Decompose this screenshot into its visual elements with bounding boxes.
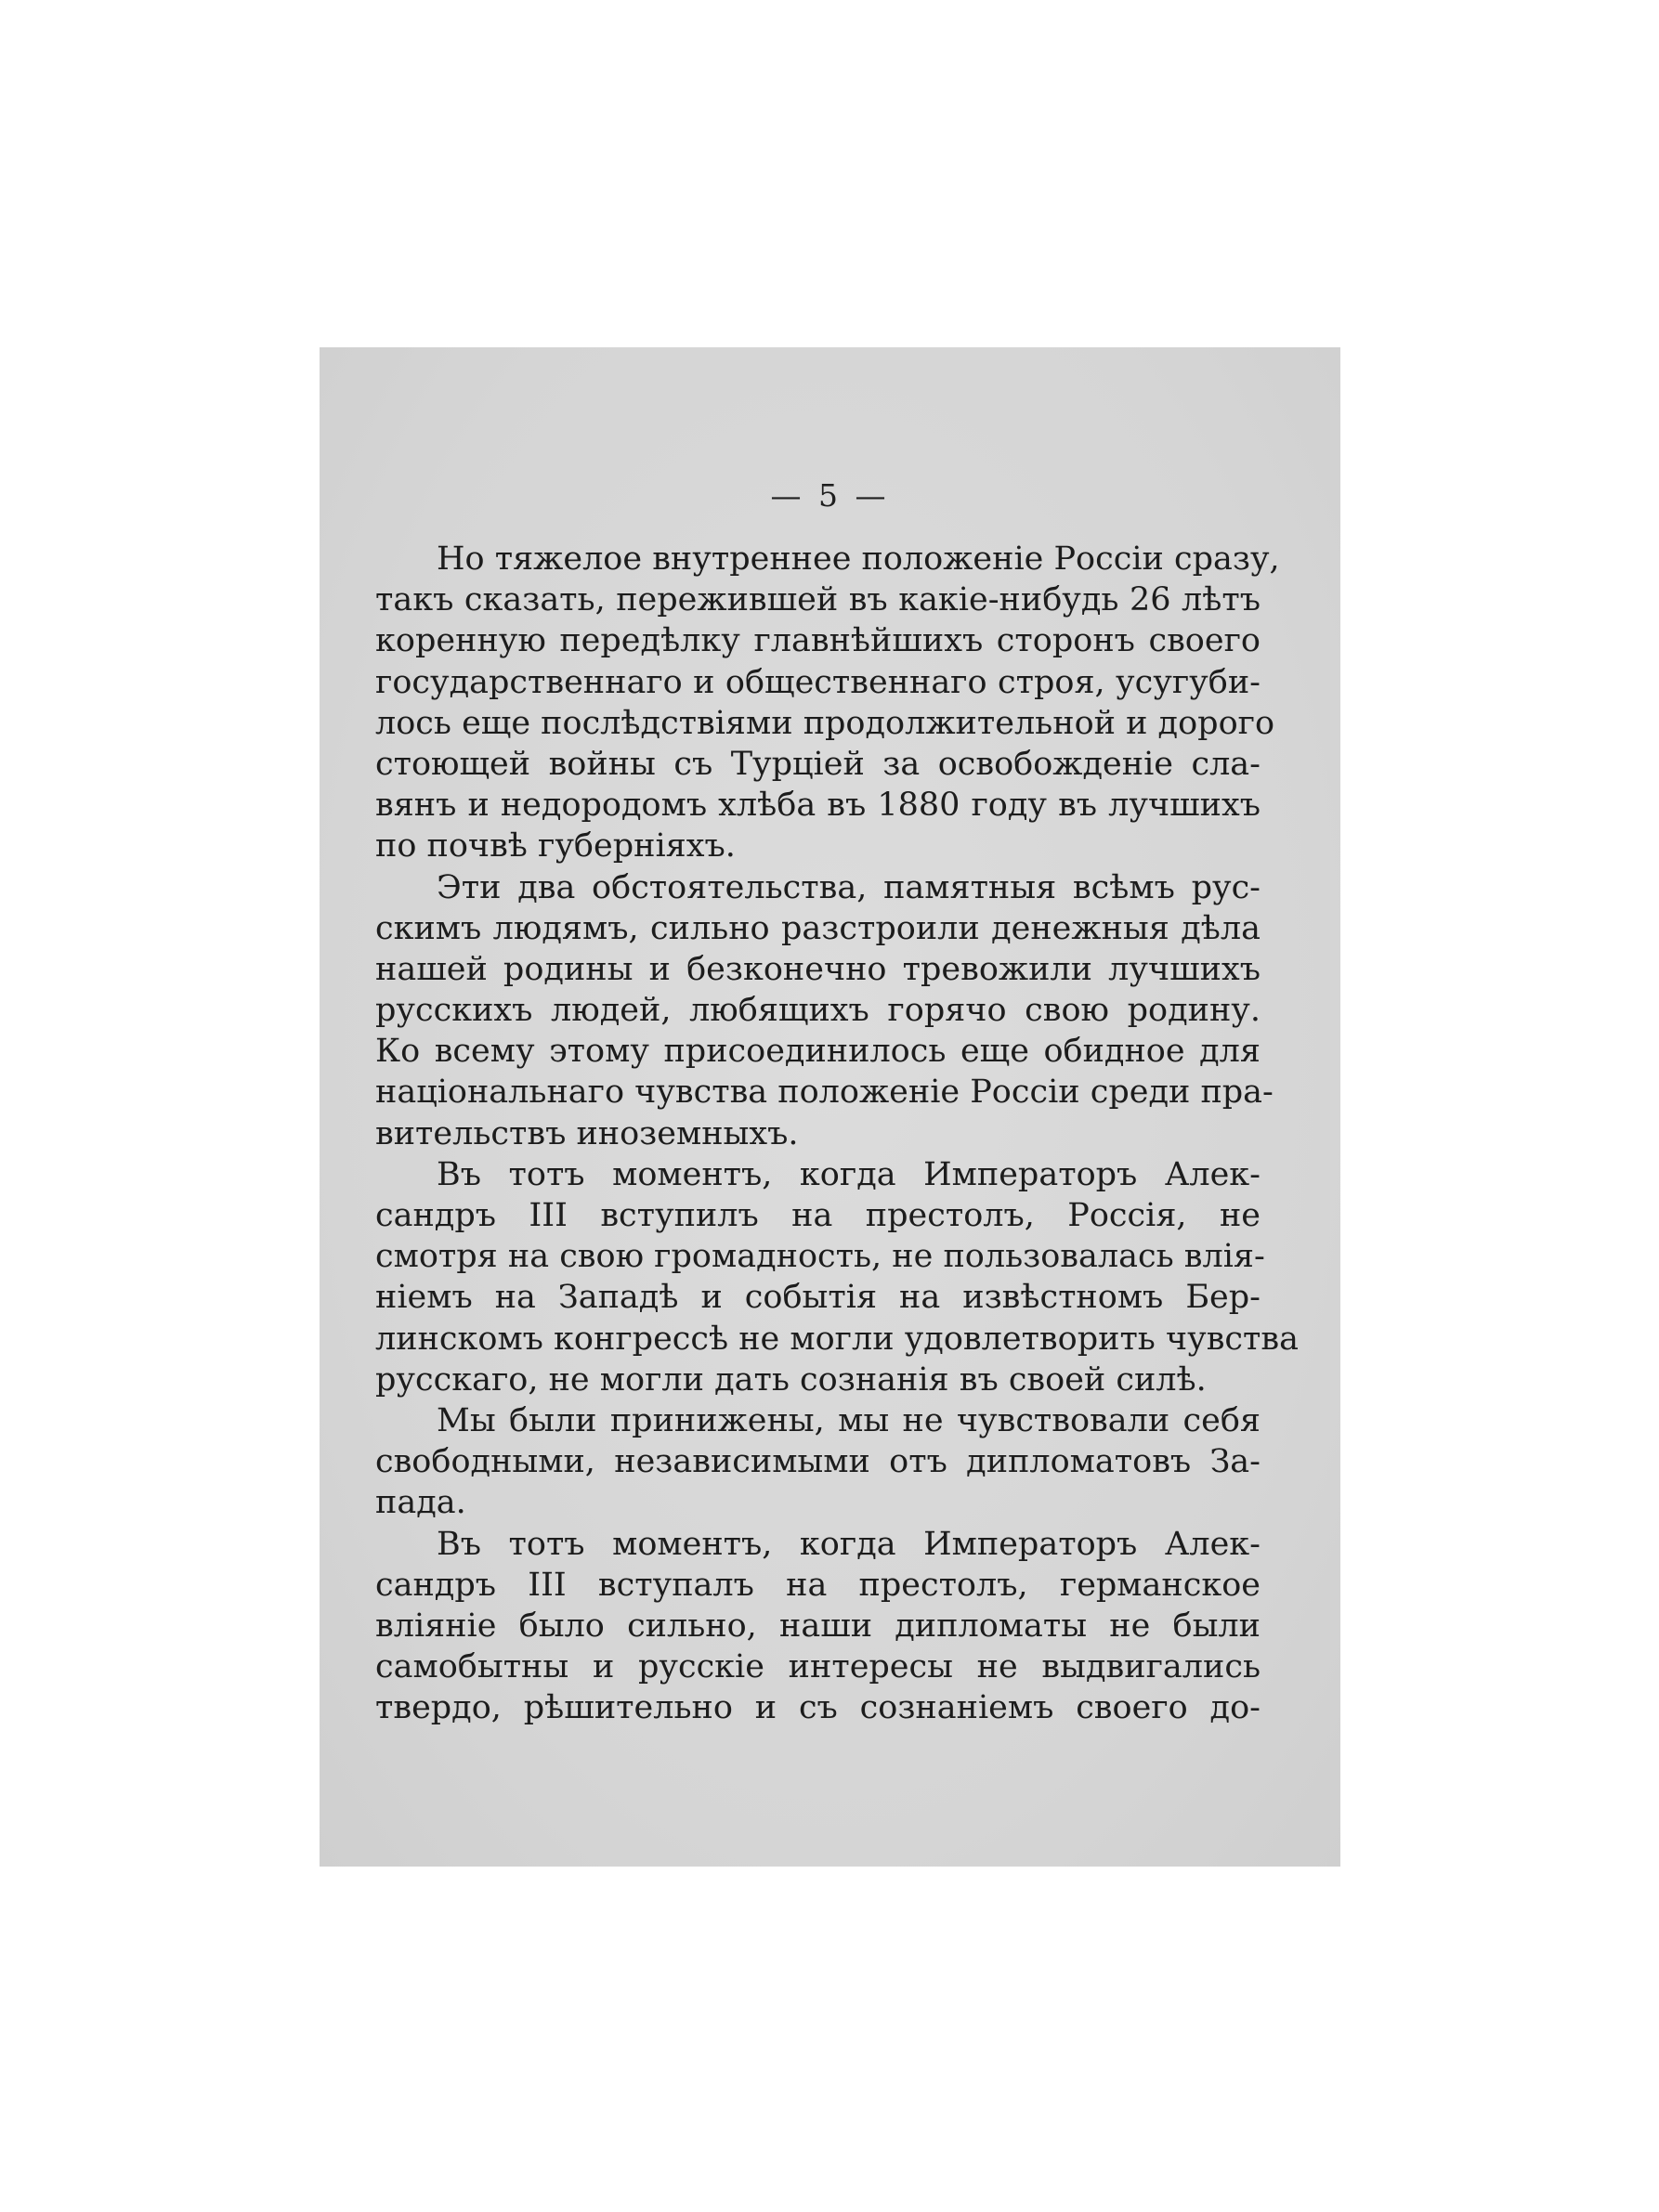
text-line: коренную передѣлку главнѣйшихъ сторонъ своего [375, 622, 1261, 660]
text-line: Но тяжелое внутреннее положенiе Россiи сразу, [437, 540, 1280, 578]
text-line: лось еще послѣдствiями продолжительной и дорого [375, 704, 1275, 742]
text-line: нашей родины и безконечно тревожили лучшихъ [375, 950, 1261, 988]
text-line: нацiональнаго чувства положенiе Россiи среди пра- [375, 1073, 1274, 1112]
page-number: — 5 — [770, 477, 890, 514]
text-line: скимъ людямъ, сильно разстроили денежныя дѣла [375, 909, 1261, 947]
text-line: стоющей войны съ Турцiей за освобожденiе сла- [375, 745, 1261, 783]
text-line: Эти два обстоятельства, памятныя всѣмъ рус- [437, 868, 1261, 906]
text-line: нiемъ на Западѣ и событiя на извѣстномъ Бер- [375, 1279, 1261, 1317]
text-line: по почвѣ губернiяхъ. [375, 827, 736, 865]
text-line: линскомъ конгрессѣ не могли удовлетворить чувства [375, 1320, 1299, 1358]
text-line: такъ сказать, пережившей въ какiе-нибудь 26 лѣтъ [375, 581, 1261, 619]
text-line: влiянiе было сильно, наши дипломаты не были [375, 1607, 1261, 1645]
text-line: сандръ III вступилъ на престолъ, Россiя, не [375, 1197, 1261, 1234]
text-line: вительствъ иноземныхъ. [375, 1114, 799, 1152]
text-line: самобытны и русскiе интересы не выдвигались [375, 1648, 1261, 1686]
text-line: Въ тотъ моментъ, когда Императоръ Алек- [437, 1155, 1261, 1193]
text-line: свободными, независимыми отъ дипломатовъ За- [375, 1443, 1261, 1481]
text-line: русскихъ людей, любящихъ горячо свою родину. [375, 992, 1261, 1030]
body-text [375, 539, 1299, 1728]
text-line: русскаго, не могли дать сознанiя въ своей силѣ. [375, 1360, 1207, 1399]
text-line: сандръ III вступалъ на престолъ, германское [375, 1566, 1261, 1604]
text-line: пада. [375, 1484, 466, 1522]
text-line: твердо, рѣшительно и съ сознанiемъ своего до- [375, 1689, 1261, 1727]
text-line: Мы были принижены, мы не чувствовали себя [437, 1401, 1261, 1439]
page-scan [320, 347, 1340, 1867]
text-line: Ко всему этому присоединилось еще обидное для [375, 1033, 1261, 1071]
text-line: смотря на свою громадность, не пользовалась влiя- [375, 1238, 1265, 1276]
text-line: Въ тотъ моментъ, когда Императоръ Алек- [437, 1525, 1261, 1563]
text-line: вянъ и недородомъ хлѣба въ 1880 году въ лучшихъ [375, 787, 1261, 825]
text-line: государственнаго и общественнаго строя, усугуби- [375, 663, 1261, 701]
